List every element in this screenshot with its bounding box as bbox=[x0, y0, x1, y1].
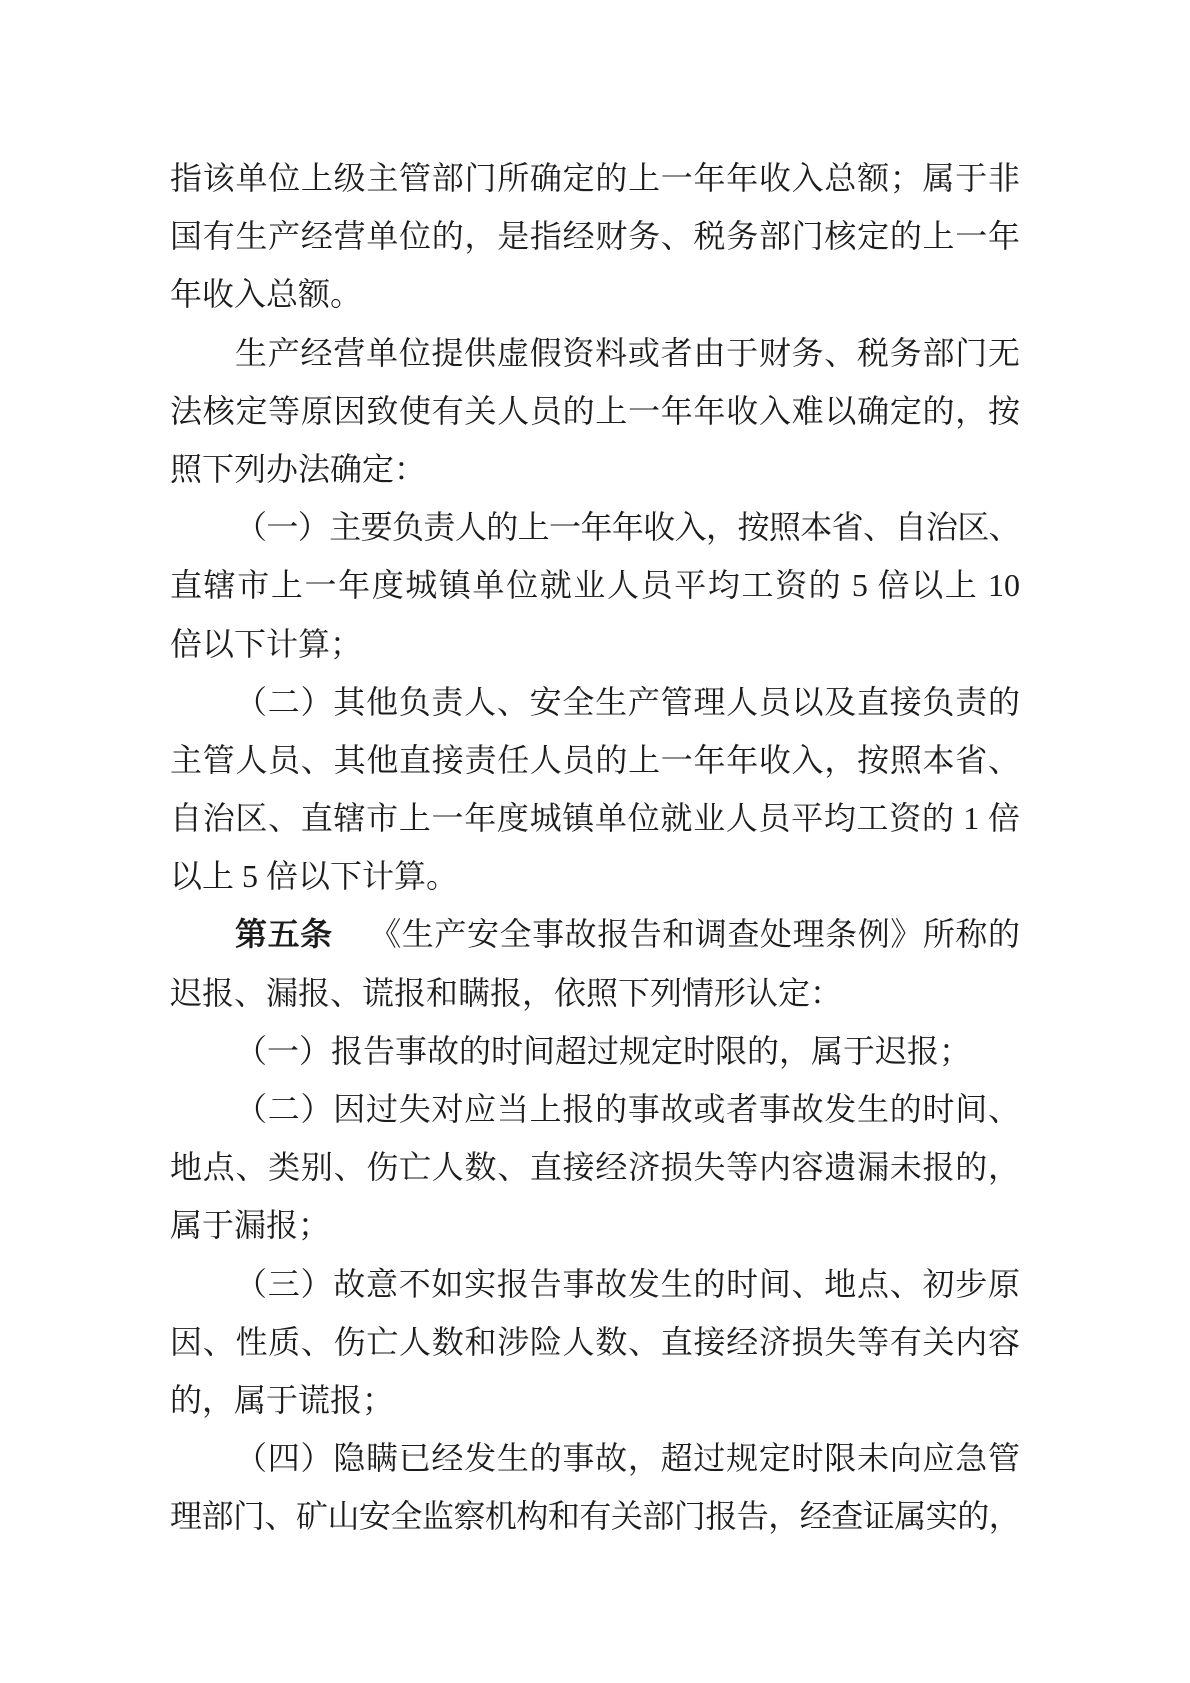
text-line: 倍以下计算； bbox=[170, 625, 363, 662]
article-text: 《生产安全事故报告和调查处理条例》所称的 bbox=[368, 916, 1020, 953]
text-line: （一）主要负责人的上一年年收入，按照本省、自治区、 bbox=[235, 509, 1020, 546]
text-line: 法核定等原因致使有关人员的上一年年收入难以确定的，按 bbox=[170, 392, 1020, 429]
text-line: 自治区、直辖市上一年度城镇单位就业人员平均工资的 1 倍 bbox=[170, 800, 1020, 837]
text-line-article-5 bbox=[170, 905, 1020, 963]
article-number: 第五条 bbox=[235, 916, 333, 953]
document-body bbox=[170, 149, 1020, 1546]
text-line: 的，属于谎报； bbox=[170, 1381, 395, 1418]
text-line: 主管人员、其他直接责任人员的上一年年收入，按照本省、 bbox=[170, 741, 1020, 778]
text-line: （二）其他负责人、安全生产管理人员以及直接负责的 bbox=[235, 683, 1020, 720]
text-line: 国有生产经营单位的，是指经财务、税务部门核定的上一年 bbox=[170, 218, 1020, 255]
text-line: 理部门、矿山安全监察机构和有关部门报告，经查证属实的， bbox=[170, 1498, 1020, 1535]
text-line: （三）故意不如实报告事故发生的时间、地点、初步原 bbox=[235, 1265, 1020, 1302]
text-line: （二）因过失对应当上报的事故或者事故发生的时间、 bbox=[235, 1091, 1020, 1127]
text-line: 生产经营单位提供虚假资料或者由于财务、税务部门无 bbox=[235, 334, 1020, 371]
text-line: （一）报告事故的时间超过规定时限的，属于迟报； bbox=[235, 1032, 972, 1069]
text-line: 因、性质、伤亡人数和涉险人数、直接经济损失等有关内容 bbox=[170, 1323, 1020, 1360]
text-line: 以上 5 倍以下计算。 bbox=[170, 858, 459, 895]
text-line: 指该单位上级主管部门所确定的上一年年收入总额；属于非 bbox=[170, 160, 1020, 196]
text-line: 属于漏报； bbox=[170, 1207, 331, 1244]
text-line: 直辖市上一年度城镇单位就业人员平均工资的 5 倍以上 10 bbox=[170, 567, 1020, 604]
text-line: 照下列办法确定： bbox=[170, 450, 427, 487]
text-line: 迟报、漏报、谎报和瞒报，依照下列情形认定： bbox=[170, 974, 843, 1011]
text-line: （四）隐瞒已经发生的事故，超过规定时限未向应急管 bbox=[235, 1440, 1020, 1477]
text-line: 地点、类别、伤亡人数、直接经济损失等内容遗漏未报的， bbox=[170, 1149, 1020, 1186]
text-line: 年收入总额。 bbox=[170, 276, 363, 313]
